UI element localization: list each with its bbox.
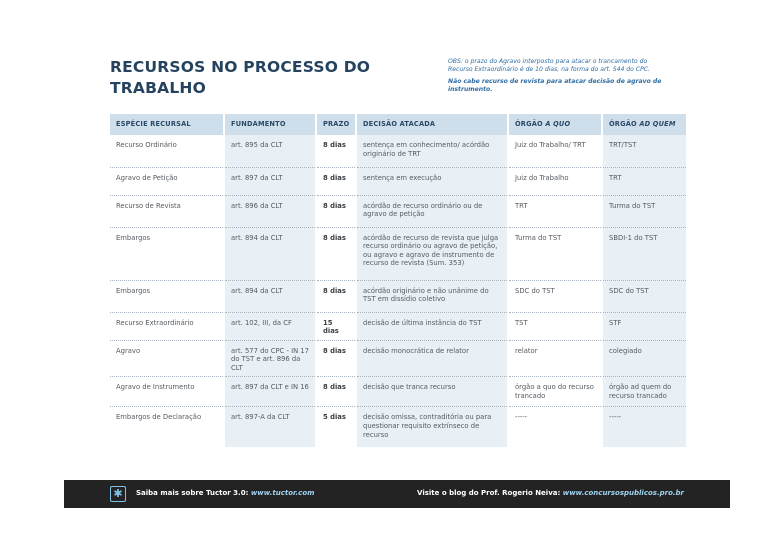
table-row (110, 312, 686, 340)
observation-note (448, 58, 688, 98)
table-header-row (110, 114, 686, 135)
cell-ad-quem: SDC do TST (602, 280, 686, 312)
cell-especie: Embargos (110, 280, 224, 312)
footer-left-text: Saiba mais sobre Tuctor 3.0: (136, 489, 251, 497)
cell-ad-quem: STF (602, 312, 686, 340)
table-row (110, 407, 686, 447)
recursos-table (110, 114, 686, 447)
tuctor-logo-icon: ✱ (110, 486, 126, 502)
footer-left (136, 489, 314, 497)
obs-line: Não cabe recurso de revista para atacar decisão de agravo de (448, 78, 662, 85)
header-italic: AD QUEM (639, 120, 676, 129)
cell-prazo: 8 dias (316, 195, 356, 227)
cell-prazo: 8 dias (316, 340, 356, 377)
cell-fundamento: art. 894 da CLT (224, 227, 316, 280)
cell-fundamento: art. 897 da CLT (224, 167, 316, 195)
cell-ad-quem: TRT/TST (602, 135, 686, 167)
obs-line: OBS: o prazo do Agravo interposto para atacar o trancamento do (448, 58, 648, 65)
cell-decisao: acórdão originário e não unânime do TST em dissídio coletivo (356, 280, 508, 312)
tuctor-link[interactable]: www.tuctor.com (250, 489, 315, 497)
cell-prazo: 5 dias (316, 407, 356, 447)
cell-ad-quem: Turma do TST (602, 195, 686, 227)
footer-right (417, 489, 684, 497)
header-especie: ESPÉCIE RECURSAL (110, 114, 224, 135)
cell-ad-quem: órgão ad quem do recurso trancado (602, 377, 686, 407)
cell-fundamento: art. 897-A da CLT (224, 407, 316, 447)
cell-especie: Embargos de Declaração (110, 407, 224, 447)
cell-decisao: decisão monocrática de relator (356, 340, 508, 377)
cell-a-quo: órgão a quo do recurso trancado (508, 377, 602, 407)
cell-decisao: decisão de última instância do TST (356, 312, 508, 340)
cell-fundamento: art. 102, III, da CF (224, 312, 316, 340)
page-title-line-1: RECURSOS NO PROCESSO DO (110, 58, 371, 76)
header-italic: A QUO (545, 120, 571, 129)
table-row (110, 195, 686, 227)
header-fundamento: FUNDAMENTO (224, 114, 316, 135)
table-row (110, 135, 686, 167)
footer-right-text: Visite o blog do Prof. Rogerio Neiva: (417, 489, 563, 497)
header-prefix: ÓRGÃO (515, 120, 546, 129)
cell-a-quo: Turma do TST (508, 227, 602, 280)
cell-decisao: acórdão de recurso de revista que julga recurso ordinário ou agravo de petição, ou agravo e agravo de instrumento de recurso de revista (Sum. 353) (356, 227, 508, 280)
cell-fundamento: art. 894 da CLT (224, 280, 316, 312)
cell-prazo: 8 dias (316, 135, 356, 167)
header-orgao-a-quo (508, 114, 602, 135)
header-prefix: ÓRGÃO (609, 120, 640, 129)
cell-prazo: 8 dias (316, 377, 356, 407)
footer-bar (64, 480, 730, 508)
cell-a-quo: TRT (508, 195, 602, 227)
table-row (110, 227, 686, 280)
cell-a-quo: Juiz do Trabalho/ TRT (508, 135, 602, 167)
cell-prazo: 8 dias (316, 167, 356, 195)
header-decisao: DECISÃO ATACADA (356, 114, 508, 135)
page-title (110, 57, 410, 99)
table-row (110, 167, 686, 195)
cell-a-quo: relator (508, 340, 602, 377)
cell-especie: Agravo de Instrumento (110, 377, 224, 407)
blog-link[interactable]: www.concursospublicos.pro.br (562, 489, 684, 497)
cell-a-quo: SDC do TST (508, 280, 602, 312)
cell-fundamento: art. 896 da CLT (224, 195, 316, 227)
obs-line: instrumento. (448, 86, 493, 93)
table-row (110, 340, 686, 377)
cell-prazo: 15 dias (316, 312, 356, 340)
obs-line: Recurso Extraordinário é de 10 dias, na forma do art. 544 do CPC. (448, 66, 650, 73)
cell-ad-quem: TRT (602, 167, 686, 195)
cell-especie: Recurso de Revista (110, 195, 224, 227)
cell-a-quo: ----- (508, 407, 602, 447)
cell-especie: Recurso Extraordinário (110, 312, 224, 340)
cell-decisao: decisão omissa, contraditória ou para questionar requisito extrínseco de recurso (356, 407, 508, 447)
cell-especie: Embargos (110, 227, 224, 280)
cell-especie: Recurso Ordinário (110, 135, 224, 167)
cell-ad-quem: colegiado (602, 340, 686, 377)
cell-a-quo: TST (508, 312, 602, 340)
cell-fundamento: art. 895 da CLT (224, 135, 316, 167)
cell-prazo: 8 dias (316, 227, 356, 280)
cell-prazo: 8 dias (316, 280, 356, 312)
page-title-line-2: TRABALHO (110, 79, 206, 97)
cell-fundamento: art. 577 do CPC - IN 17 do TST e art. 896 da CLT (224, 340, 316, 377)
header-orgao-ad-quem (602, 114, 686, 135)
cell-decisao: decisão que tranca recurso (356, 377, 508, 407)
cell-especie: Agravo (110, 340, 224, 377)
cell-fundamento: art. 897 da CLT e IN 16 (224, 377, 316, 407)
cell-especie: Agravo de Petição (110, 167, 224, 195)
cell-decisao: sentença em execução (356, 167, 508, 195)
cell-decisao: acórdão de recurso ordinário ou de agravo de petição (356, 195, 508, 227)
table-row (110, 377, 686, 407)
cell-ad-quem: ----- (602, 407, 686, 447)
table-row (110, 280, 686, 312)
cell-decisao: sentença em conhecimento/ acórdão originário de TRT (356, 135, 508, 167)
cell-a-quo: Juiz do Trabalho (508, 167, 602, 195)
header-prazo: PRAZO (316, 114, 356, 135)
cell-ad-quem: SBDI-1 do TST (602, 227, 686, 280)
